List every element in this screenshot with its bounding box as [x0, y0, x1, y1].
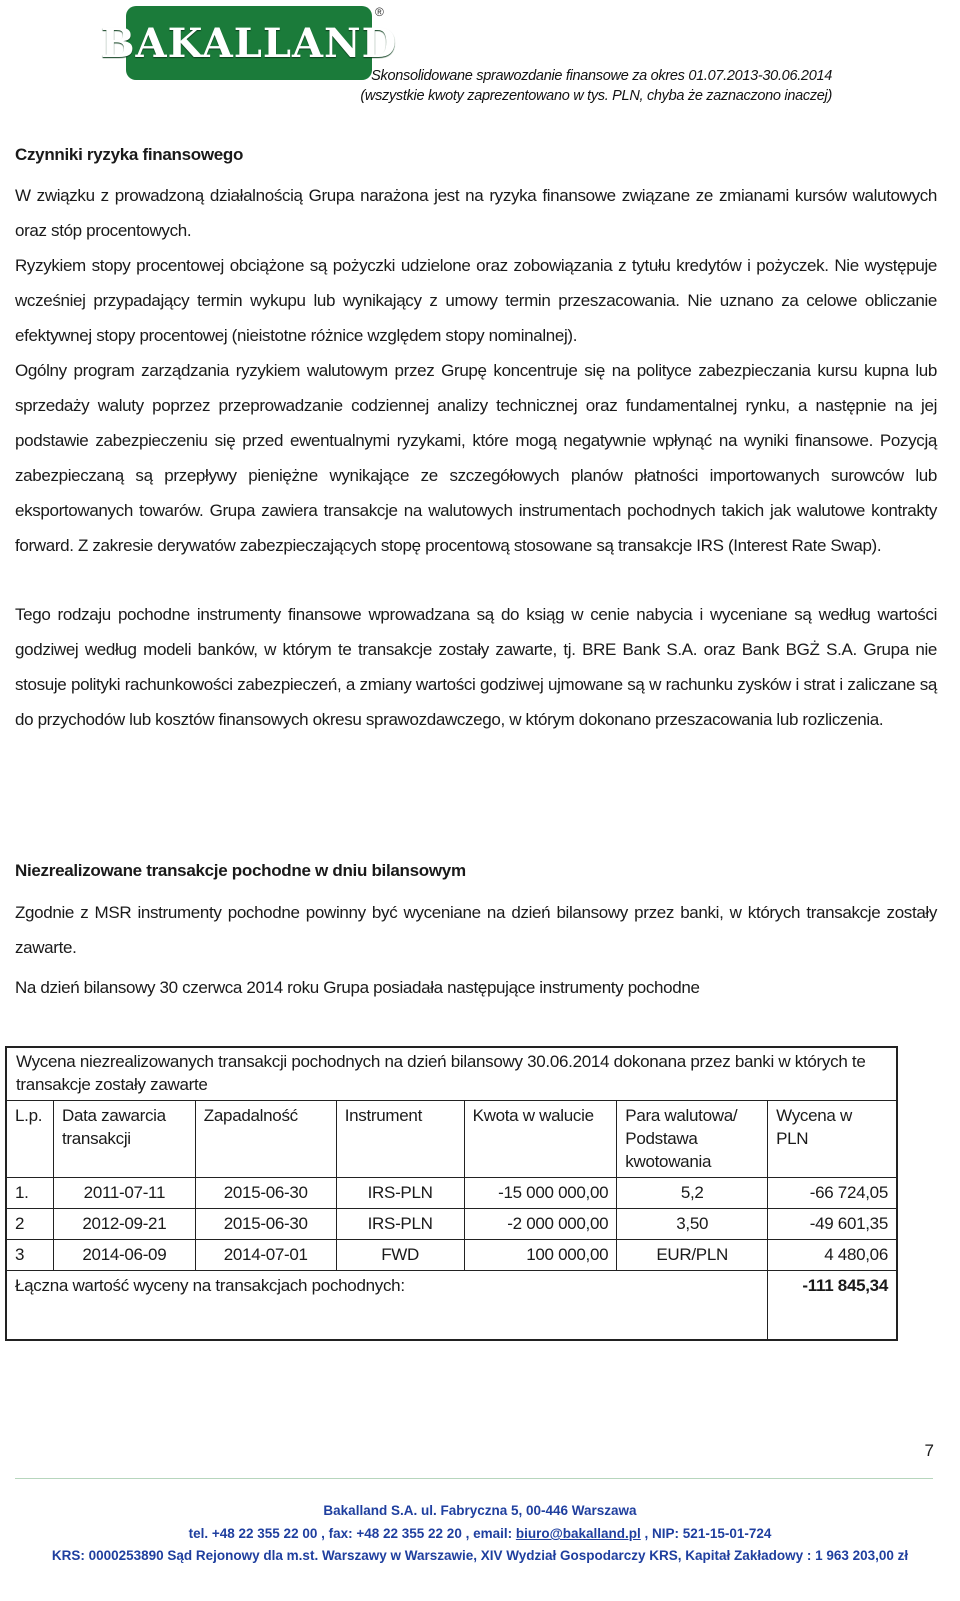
- report-title: Skonsolidowane sprawozdanie finansowe za okres 01.07.2013-30.06.2014: [371, 68, 832, 84]
- table-cell: 3: [7, 1240, 54, 1271]
- table-cell: -66 724,05: [768, 1178, 897, 1209]
- paragraph-interest-rate-risk: Ryzykiem stopy procentowej obciążone są pożyczki udzielone oraz zobowiązania z tytułu kredytów i pożyczek. Nie występuje wcześniej przypadający termin wykupu lub wynikający z umowy termin przeszacowania. Nie uznano za celowe obliczanie efektywnej stopy procentowej (nieistotne różnice względem stopy nominalnej).: [15, 256, 937, 345]
- derivatives-table: [5, 1046, 898, 1341]
- table-cell: 2015-06-30: [195, 1178, 336, 1209]
- footer-phone-fax: tel. +48 22 355 22 00 , fax: +48 22 355 22 20 , email:: [188, 1526, 516, 1541]
- column-header: L.p.: [7, 1101, 54, 1178]
- table-row: [7, 1178, 897, 1209]
- section-heading-financial-risk: Czynniki ryzyka finansowego: [15, 145, 244, 164]
- table-total-row: [7, 1271, 897, 1340]
- table-cell: 3,50: [617, 1209, 768, 1240]
- paragraph-derivatives-accounting: Tego rodzaju pochodne instrumenty finansowe wprowadzana są do ksiąg w cenie nabycia i wyceniane są według wartości godziwej według modeli banków, w którym te transakcje zostały zawarte, tj. BRE Bank S.A. oraz Bank BGŻ S.A. Grupa nie stosuje polityki rachunkowości zabezpieczeń, a zmiany wartości godziwej ujmowane są w rachunku zysków i strat i zaliczane są do przychodów lub kosztów finansowych okresu sprawozdawczego, w którym dokonano przeszacowania lub rozliczenia.: [15, 605, 937, 729]
- table-cell: IRS-PLN: [336, 1209, 464, 1240]
- table-cell: IRS-PLN: [336, 1178, 464, 1209]
- table-cell: -2 000 000,00: [464, 1209, 617, 1240]
- paragraph-risk-intro: W związku z prowadzoną działalnością Grupa narażona jest na ryzyka finansowe związane ze zmianami kursów walutowych oraz stóp procentowych.: [15, 186, 937, 240]
- paragraph-msr-valuation: Zgodnie z MSR instrumenty pochodne powinny być wyceniane na dzień bilansowy przez banki, w których transakcje zostały zawarte.: [15, 903, 937, 957]
- footer-email-link[interactable]: biuro@bakalland.pl: [515, 1526, 641, 1541]
- paragraph-balance-date-instruments: Na dzień bilansowy 30 czerwca 2014 roku Grupa posiadała następujące instrumenty pochodne: [15, 978, 700, 997]
- registered-mark: ®: [375, 5, 384, 19]
- table-cell: 100 000,00: [464, 1240, 617, 1271]
- table-cell: 2: [7, 1209, 54, 1240]
- table-cell: 2015-06-30: [195, 1209, 336, 1240]
- table-cell: 2014-06-09: [53, 1240, 195, 1271]
- footer-nip: , NIP: 521-15-01-724: [640, 1526, 772, 1541]
- total-value: -111 845,34: [768, 1271, 897, 1340]
- table-cell: FWD: [336, 1240, 464, 1271]
- table-cell: 5,2: [617, 1178, 768, 1209]
- table-cell: 2014-07-01: [195, 1240, 336, 1271]
- column-header: Para walutowa/ Podstawa kwotowania: [617, 1101, 768, 1178]
- column-header: Data zawarcia transakcji: [53, 1101, 195, 1178]
- table-cell: 2011-07-11: [53, 1178, 195, 1209]
- column-header: Wycena w PLN: [768, 1101, 897, 1178]
- company-logo: [100, 6, 398, 80]
- page-number: 7: [924, 1441, 934, 1460]
- table-cell: 1.: [7, 1178, 54, 1209]
- table-cell: -15 000 000,00: [464, 1178, 617, 1209]
- paragraph-currency-risk: Ogólny program zarządzania ryzykiem walutowym przez Grupę koncentruje się na polityce zabezpieczania kursu kupna lub sprzedaży waluty poprzez przeprowadzanie codziennej analizy technicznej oraz fundamentalnej rynku, a następnie na jej podstawie zabezpieczeniu się przed ewentualnymi ryzykami, które mogą negatywnie wpłynąć na wyniki finansowe. Pozycją zabezpieczaną są przepływy pieniężne wynikające ze szczegółowych planów płatności importowanych surowców lub eksportowanych towarów. Grupa zawiera transakcje na walutowych instrumentach pochodnych takich jak walutowe kontrakty forward. Z zakresie derywatów zabezpieczających stopę procentową stosowane są transakcje IRS (Interest Rate Swap).: [15, 361, 937, 555]
- table-cell: 4 480,06: [768, 1240, 897, 1271]
- footer-divider: [15, 1478, 933, 1479]
- footer-registration: KRS: 0000253890 Sąd Rejonowy dla m.st. Warszawy w Warszawie, XIV Wydział Gospodarczy KRS, Kapitał Zakładowy : 1 963 203,00 zł: [51, 1548, 909, 1563]
- table-cell: 2012-09-21: [53, 1209, 195, 1240]
- table-row: [7, 1209, 897, 1240]
- column-header: Kwota w walucie: [464, 1101, 617, 1178]
- table-header-row: [7, 1101, 897, 1178]
- column-header: Zapadalność: [195, 1101, 336, 1178]
- table-cell: EUR/PLN: [617, 1240, 768, 1271]
- table-cell: -49 601,35: [768, 1209, 897, 1240]
- total-label: Łączna wartość wyceny na transakcjach pochodnych:: [7, 1271, 768, 1340]
- table-caption: Wycena niezrealizowanych transakcji pochodnych na dzień bilansowy 30.06.2014 dokonana przez banki w których te transakcje zostały zawarte: [7, 1048, 897, 1101]
- footer-address: Bakalland S.A. ul. Fabryczna 5, 00-446 Warszawa: [323, 1503, 637, 1518]
- footer-contact: [0, 1526, 960, 1541]
- table-row: [7, 1240, 897, 1271]
- report-currency-note: (wszystkie kwoty zaprezentowano w tys. PLN, chyba że zaznaczono inaczej): [360, 88, 832, 104]
- section-heading-unrealized-derivatives: Niezrealizowane transakcje pochodne w dniu bilansowym: [15, 861, 466, 880]
- logo-text: BAKALLAND: [100, 19, 398, 67]
- column-header: Instrument: [336, 1101, 464, 1178]
